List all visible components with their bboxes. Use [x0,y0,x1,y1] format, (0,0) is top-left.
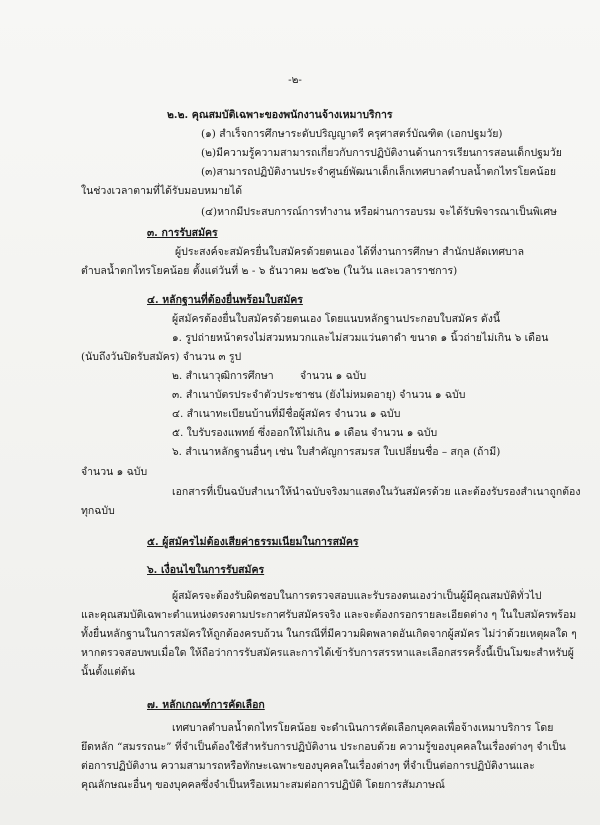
s22-item-3-cont: ในช่วงเวลาตามที่ได้รับมอบหมายได้ [81,185,243,197]
s6-line-4: หากตรวจสอบพบเมื่อใด ให้ถือว่าการรับสมัครและการได้เข้ารับการสรรหาและเลือกสรรครั้งนี้เป็นโมฆะสำหรับผู้ [81,647,574,659]
s3-line-1: ผู้ประสงค์จะสมัครยื่นใบสมัครด้วยตนเอง ได้ที่งานการศึกษา สำนักปลัดเทศบาล [175,246,525,258]
s7-line-3: ต่อการปฏิบัติงาน ความสามารถหรือทักษะเฉพาะของบุคคลในเรื่องต่างๆ ที่จำเป็นต่อการปฏิบัติงานและ [81,760,535,772]
s22-item-1: (๑) สำเร็จการศึกษาระดับปริญญาตรี ครุศาสตร์บัณฑิต (เอกปฐมวัย) [201,128,503,140]
section-2-2-heading: ๒.๒. คุณสมบัติเฉพาะของพนักงานจ้างเหมาบริการ [167,109,393,121]
s4-note-1: เอกสารที่เป็นฉบับสำเนาให้นำฉบับจริงมาแสดงในวันสมัครด้วย และต้องรับรองสำเนาถูกต้อง [172,486,581,498]
s7-line-4: คุณลักษณะอื่นๆ ของบุคคลซึ่งจำเป็นหรือเหมาะสมต่อการปฏิบัติ โดยการสัมภาษณ์ [81,779,445,791]
section-4-heading: ๔. หลักฐานที่ต้องยื่นพร้อมใบสมัคร [147,294,303,306]
s3-line-2: ตำบลน้ำตกไทรโยคน้อย ตั้งแต่วันที่ ๒ - ๖ ธันวาคม ๒๕๖๒ (ในวัน และเวลาราชการ) [81,265,458,277]
section-5-heading: ๕. ผู้สมัครไม่ต้องเสียค่าธรรมเนียมในการสมัคร [147,536,359,548]
s4-item-2: ๒. สำเนาวุฒิการศึกษา [172,370,274,382]
s22-item-4: (๔)หากมีประสบการณ์การทำงาน หรือผ่านการอบรม จะได้รับพิจารณาเป็นพิเศษ [201,206,557,218]
s22-item-3: (๓)สามารถปฏิบัติงานประจำศูนย์พัฒนาเด็กเล็กเทศบาลตำบลน้ำตกไทรโยคน้อย [201,166,557,178]
s4-note-2: ทุกฉบับ [81,505,115,517]
s7-line-1: เทศบาลตำบลน้ำตกไทรโยคน้อย จะดำเนินการคัดเลือกบุคคลเพื่อจ้างเหมาบริการ โดย [172,722,554,734]
s4-item-1: ๑. รูปถ่ายหน้าตรงไม่สวมหมวกและไม่สวมแว่นตาดำ ขนาด ๑ นิ้วถ่ายไม่เกิน ๖ เดือน [172,332,549,344]
s7-line-2: ยึดหลัก “สมรรถนะ” ที่จำเป็นต้องใช้สำหรับการปฏิบัติงาน ประกอบด้วย ความรู้ของบุคคลในเรื่องต่างๆ จำเป็น [81,741,566,753]
section-7-heading: ๗. หลักเกณฑ์การคัดเลือก [147,699,265,711]
s6-line-5: นั้นตั้งแต่ต้น [81,666,135,678]
page-number: -๒- [288,74,302,86]
s4-item-3: ๓. สำเนาบัตรประจำตัวประชาชน (ยังไม่หมดอายุ) จำนวน ๑ ฉบับ [172,389,466,401]
s4-item-4: ๔. สำเนาทะเบียนบ้านที่มีชื่อผู้สมัคร จำนวน ๑ ฉบับ [172,408,401,420]
s6-line-2: และคุณสมบัติเฉพาะตำแหน่งตรงตามประกาศรับสมัครจริง และจะต้องกรอกรายละเอียดต่าง ๆ ในใบสมัครพร้อม [81,609,577,621]
s4-item-1-cont: (นับถึงวันปิดรับสมัคร) จำนวน ๓ รูป [81,351,242,363]
s4-item-6-cont: จำนวน ๑ ฉบับ [81,466,148,478]
section-6-heading: ๖. เงื่อนไขในการรับสมัคร [147,564,265,576]
s4-item-5: ๕. ใบรับรองแพทย์ ซึ่งออกให้ไม่เกิน ๑ เดือน จำนวน ๑ ฉบับ [172,427,438,439]
s22-item-2: (๒)มีความรู้ความสามารถเกี่ยวกับการปฏิบัติงานด้านการเรียนการสอนเด็กปฐมวัย [201,147,562,159]
s4-item-6: ๖. สำเนาหลักฐานอื่นๆ เช่น ใบสำคัญการสมรส ใบเปลี่ยนชื่อ – สกุล (ถ้ามี) [172,446,501,458]
s4-intro: ผู้สมัครต้องยื่นใบสมัครด้วยตนเอง โดยแนบหลักฐานประกอบใบสมัคร ดังนี้ [172,313,501,325]
section-3-heading: ๓. การรับสมัคร [147,227,218,239]
s6-line-1: ผู้สมัครจะต้องรับผิดชอบในการตรวจสอบและรับรองตนเองว่าเป็นผู้มีคุณสมบัติทั่วไป [172,590,542,602]
s6-line-3: ทั้งยื่นหลักฐานในการสมัครให้ถูกต้องครบถ้วน ในกรณีที่มีความผิดพลาดอันเกิดจากผู้สมัคร ไม่ว่าด้วยเหตุผลใด ๆ [81,628,577,640]
s4-item-2-qty: จำนวน ๑ ฉบับ [300,370,367,382]
